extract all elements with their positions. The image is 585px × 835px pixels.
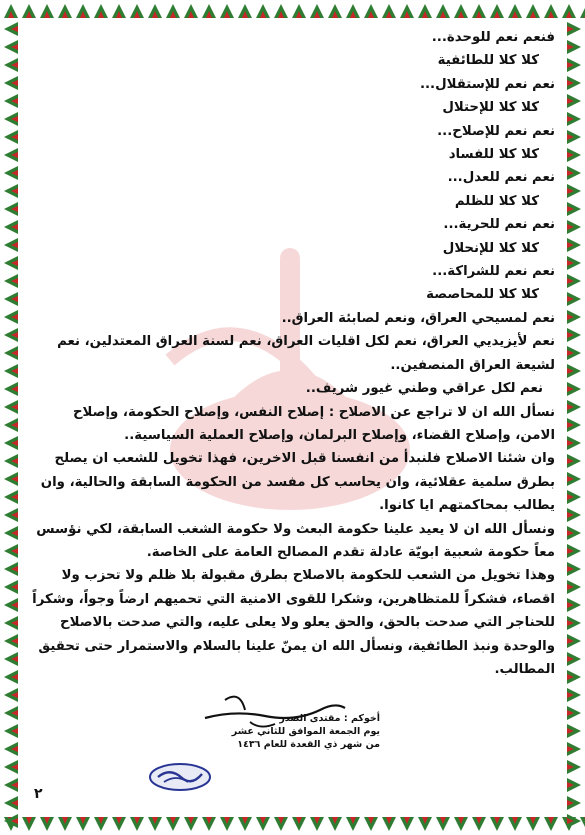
- slogan-line: كلا كلا للإنحلال: [442, 240, 539, 256]
- seal-stamp-icon: [148, 762, 212, 792]
- paragraph: نعم لكل عراقي وطني غيور شريف..: [305, 381, 543, 397]
- letter-body: [30, 26, 555, 681]
- slogan-line: نعم نعم للشراكة...: [432, 264, 555, 280]
- slogan-line: كلا كلا للفساد: [448, 147, 539, 163]
- slogan-line: كلا كلا للإحتلال: [442, 100, 539, 116]
- paragraph: نسأل الله ان لا تراجع عن الاصلاح : إصلاح النفس، وإصلاح الحكومة، وإصلاح الامن، وإصلاح القضاء، وإصلاح البرلمان، وإصلاح العملية السياسية..: [72, 404, 555, 443]
- slogan-line: كلا كلا للظلم: [454, 193, 539, 209]
- slogan-line: نعم نعم للإستقلال...: [419, 76, 555, 92]
- top-border: [0, 0, 585, 22]
- right-border: [563, 0, 585, 835]
- slogan-list: [30, 26, 555, 307]
- signature-text: [150, 712, 380, 751]
- paragraph: نعم لأيزيديي العراق، نعم لكل اقليات العراق، نعم لسنة العراق المعتدلين، نعم لشيعة العراق المنصفين..: [57, 334, 555, 373]
- signature-line: من شهر ذي القعدة للعام ١٤٣٦: [237, 739, 380, 750]
- left-border: [0, 0, 22, 835]
- bottom-border: [0, 813, 585, 835]
- slogan-line: كلا كلا للمحاصصة: [426, 287, 539, 303]
- slogan-line: كلا كلا للطائفية: [437, 53, 539, 69]
- slogan-line: نعم نعم للحرية...: [443, 217, 555, 233]
- paragraph: ونسأل الله ان لا يعيد علينا حكومة البعث ولا حكومة الشغب السابقة، لكي نؤسس معاً حكومة شعبية ابويّة عادلة تقدم المصالح العامة على الخاصة.: [36, 521, 555, 560]
- page-number: ٢: [34, 786, 43, 802]
- paragraph: وهذا تخويل من الشعب للحكومة بالاصلاح بطرق مقبولة بلا ظلم ولا تحزب ولا اقصاء، فشكراً للمتظاهرين، وشكرا للقوى الامنية التي تحميهم ارضاً وجواً، وشكراً للحناجر التي صدحت بالحق، والحق يعلو ولا يعلى عليه، والتي صدحت بالاصلاح والوحدة ونبذ الطائفية، ونسأل الله ان يمنّ علينا بالسلام والاستمرار حتى تحقيق المطالب.: [32, 568, 555, 677]
- paragraph: نعم لمسيحي العراق، ونعم لصابئة العراق..: [281, 310, 555, 326]
- slogan-line: نعم نعم للإصلاح...: [437, 123, 555, 139]
- slogan-line: فنعم نعم للوحدة...: [431, 30, 555, 45]
- slogan-line: نعم نعم للعدل...: [447, 170, 555, 186]
- signature-line: أخوكم : مقتدى الصدر: [279, 713, 380, 724]
- paragraph: وان شئنا الاصلاح فلنبدأ من انفسنا قبل الاخرين، فهذا تخويل للشعب ان يصلح بطرق سلمية عقلائية، وان يحاسب كل مفسد من الحكومة السابقة والحالية، وان يطالب بمحاكمتهم ايا كانوا.: [40, 451, 555, 514]
- signature-line: يوم الجمعة الموافق للثاني عشر: [231, 726, 380, 737]
